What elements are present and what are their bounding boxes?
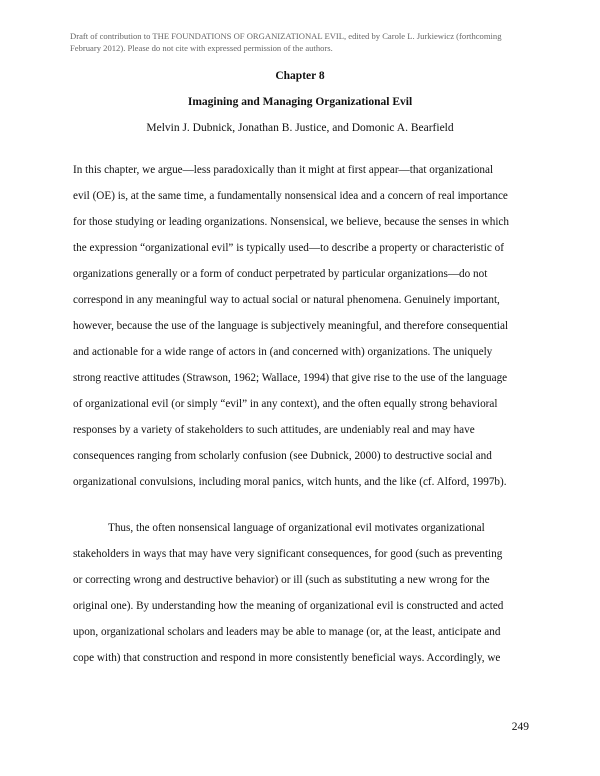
text-line: and actionable for a wide range of actors in (and concerned with) organizations. The uniquely xyxy=(73,346,493,358)
text-line: Thus, the often nonsensical language of organizational evil motivates organizational xyxy=(108,522,485,534)
draft-notice xyxy=(70,30,540,54)
text-line: cope with) that construction and respond in more consistently beneficial ways. Accordingly, we xyxy=(73,652,501,664)
text-line: stakeholders in ways that may have very significant consequences, for good (such as preventing xyxy=(73,548,503,560)
text-line: organizations generally or a form of conduct perpetrated by particular organizations—do not xyxy=(73,268,488,280)
text-line: responses by a variety of stakeholders to such attitudes, are undeniably real and may have xyxy=(73,424,475,436)
text-line: upon, organizational scholars and leaders may be able to manage (or, at the least, anticipate and xyxy=(73,626,501,638)
text-line: In this chapter, we argue—less paradoxically than it might at first appear—that organizational xyxy=(73,164,494,176)
text-line: of organizational evil (or simply “evil” in any context), and the often equally strong behavioral xyxy=(73,398,498,410)
draft-notice-line: February 2012). Please do not cite with expressed permission of the authors. xyxy=(70,43,333,53)
text-line: consequences ranging from scholarly confusion (see Dubnick, 2000) to destructive social and xyxy=(73,450,492,462)
text-line: for those studying or leading organizations. Nonsensical, we believe, because the senses in which xyxy=(73,216,509,228)
draft-notice-line: Draft of contribution to THE FOUNDATIONS OF ORGANIZATIONAL EVIL, edited by Carole L. Jurkiewicz (forthcoming xyxy=(70,31,502,41)
text-line: the expression “organizational evil” is typically used—to describe a property or characteristic of xyxy=(73,242,504,254)
text-line: however, because the use of the language is subjectively meaningful, and therefore consequential xyxy=(73,320,509,332)
text-line: original one). By understanding how the meaning of organizational evil is constructed and acted xyxy=(73,600,504,612)
body-paragraph-1 xyxy=(73,157,535,495)
text-line: strong reactive attitudes (Strawson, 1962; Wallace, 1994) that give rise to the use of the language xyxy=(73,372,508,384)
text-line: organizational convulsions, including moral panics, witch hunts, and the like (cf. Alford, 1997b). xyxy=(73,476,507,488)
text-line: evil (OE) is, at the same time, a fundamentally nonsensical idea and a concern of real importance xyxy=(73,190,508,202)
page-number: 249 xyxy=(511,721,529,733)
author-list: Melvin J. Dubnick, Jonathan B. Justice, and Domonic A. Bearfield xyxy=(146,122,454,134)
chapter-title: Imagining and Managing Organizational Evil xyxy=(187,96,413,108)
text-line: correspond in any meaningful way to actual social or natural phenomena. Genuinely important, xyxy=(73,294,500,306)
chapter-label: Chapter 8 xyxy=(275,70,325,82)
body-paragraph-2 xyxy=(73,515,535,671)
text-line: or correcting wrong and destructive behavior) or ill (such as substituting a new wrong for the xyxy=(73,574,490,586)
